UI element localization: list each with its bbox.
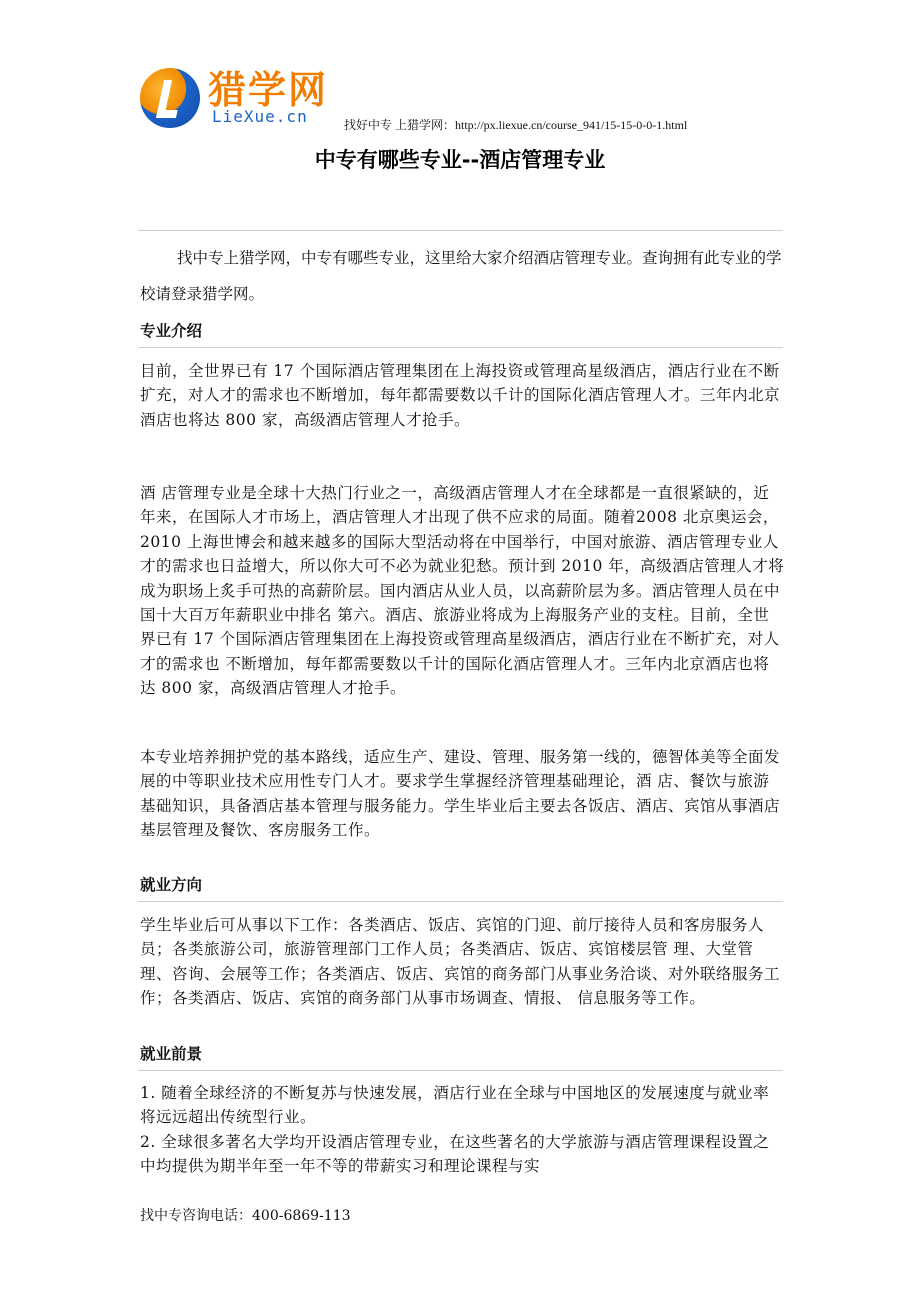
section-paragraph: 学生毕业后可从事以下工作：各类酒店、饭店、宾馆的门迎、前厅接待人员和客房服务人员；各类旅游公司，旅游管理部门工作人员；各类酒店、饭店、宾馆楼层管 理、大堂管理、咨询、会展等工作；各类酒店、饭店、宾馆的商务部门从事业务洽谈、对外联络服务工作；各类酒店、饭店、宾馆的商务部门从事市场调查、情报、 信息服务等工作。	[140, 916, 781, 1008]
section-paragraph: 1. 随着全球经济的不断复苏与快速发展，酒店行业在全球与中国地区的发展速度与就业率将远远超出传统型行业。	[140, 1084, 770, 1127]
page-header	[140, 64, 760, 134]
section-paragraph: 本专业培养拥护党的基本路线，适应生产、建设、管理、服务第一线的，德智体美等全面发展的中等职业技术应用性专门人才。要求学生掌握经济管理基础理论，酒 店、餐饮与旅游基础知识，具备酒店基本管理与服务能力。学生毕业后主要去各饭店、酒店、宾馆从事酒店基层管理及餐饮、客房服务工作。	[140, 748, 781, 840]
section-heading-prospects: 就业前景	[140, 1045, 203, 1063]
section-paragraph: 2. 全球很多著名大学均开设酒店管理专业，在这些著名的大学旅游与酒店管理课程设置之中均提供为期半年至一年不等的带薪实习和理论课程与实	[140, 1133, 770, 1176]
document-title: 中专有哪些专业--酒店管理专业	[314, 148, 606, 172]
header-url-note: 找好中专 上猎学网：http://px.liexue.cn/course_941/15-15-0-0-1.html	[344, 118, 688, 132]
logo-text[interactable]: 猎学网	[208, 68, 329, 112]
section-heading-career: 就业方向	[140, 876, 203, 894]
liexue-logo-icon[interactable]	[140, 68, 200, 128]
logo-subtext: LieXue.cn	[212, 107, 308, 126]
divider	[138, 1070, 783, 1071]
section-paragraph: 酒 店管理专业是全球十大热门行业之一，高级酒店管理人才在全球都是一直很紧缺的，近年来，在国际人才市场上，酒店管理人才出现了供不应求的局面。随着2008 北京奥运会，2010 上海世博会和越来越多的国际大型活动将在中国举行，中国对旅游、酒店管理专业人才的需求也日益增大，所以你大可不必为就业犯愁。预计到 2010 年，高级酒店管理人才将成为职场上炙手可热的高薪阶层。国内酒店从业人员，以高薪阶层为多。酒店管理人员在中国十大百万年薪职业中排名 第六。酒店、旅游业将成为上海服务产业的支柱。目前，全世界已有 17 个国际酒店管理集团在上海投资或管理高星级酒店，酒店行业在不断扩充，对人才的需求也 不断增加，每年都需要数以千计的国际化酒店管理人才。三年内北京酒店也将达 800 家，高级酒店管理人才抢手。	[140, 484, 785, 698]
section-paragraph: 目前，全世界已有 17 个国际酒店管理集团在上海投资或管理高星级酒店，酒店行业在不断扩充，对人才的需求也不断增加，每年都需要数以千计的国际化酒店管理人才。三年内北京酒店也将达 800 家，高级酒店管理人才抢手。	[140, 362, 781, 429]
section-heading-intro: 专业介绍	[140, 322, 203, 340]
intro-paragraph: 找中专上猎学网，中专有哪些专业，这里给大家介绍酒店管理专业。查询拥有此专业的学校请登录猎学网。	[140, 249, 782, 303]
divider	[138, 230, 783, 231]
footer-contact: 找中专咨询电话：400-6869-113	[140, 1208, 351, 1224]
divider	[138, 347, 783, 348]
divider	[138, 901, 783, 902]
